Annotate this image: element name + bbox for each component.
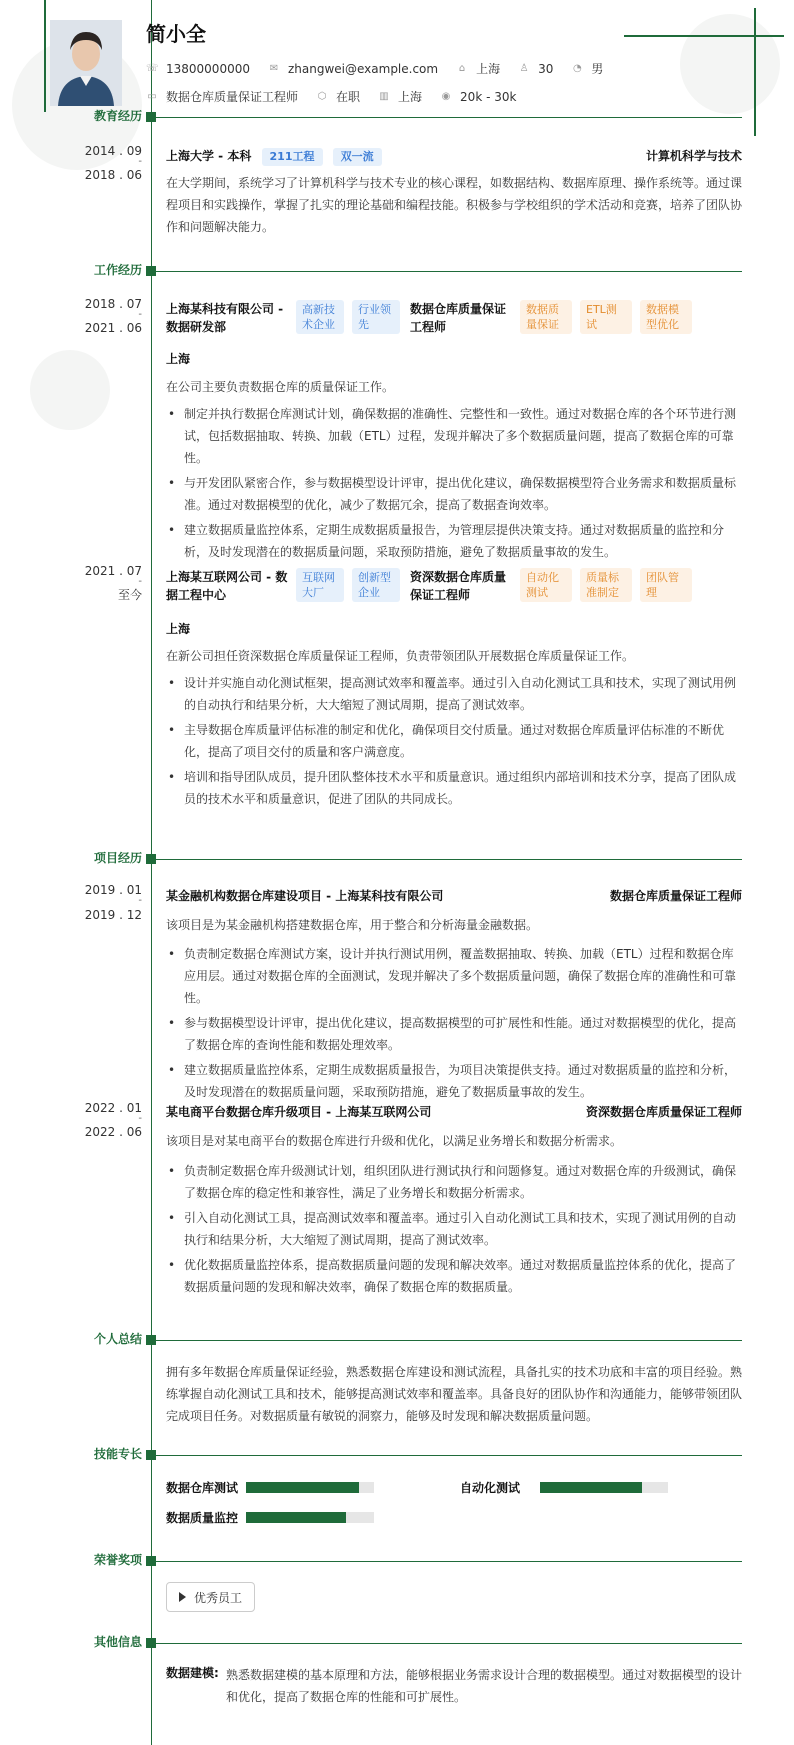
list-item: • 与开发团队紧密合作，参与数据模型设计评审，提出优化建议，确保数据模型符合业务需求和数据质量标准。通过对数据模型的优化，减少了数据冗余，提高了数据查询效率。 [166, 472, 742, 516]
section-skills [0, 1446, 794, 1462]
date-end: 2018 . 06 [84, 168, 142, 182]
section-divider [156, 1455, 742, 1456]
summary-text: 拥有多年数据仓库质量保证经验，熟悉数据仓库建设和测试流程，具备扎实的技术功底和丰富的项目经验。熟练掌握自动化测试工具和技术，能够提高测试效率和覆盖率。具备良好的团队协作和沟通能力，能够带领团队完成项目任务。对数据质量有敏锐的洞察力，能够及时发现和解决数据质量问题。 [166, 1365, 743, 1423]
school-tag: 双一流 [333, 148, 382, 166]
contact-row [146, 60, 621, 77]
section-divider [156, 1561, 742, 1562]
project-title: 某金融机构数据仓库建设项目 - 上海某科技有限公司 [166, 889, 444, 903]
date-start: 2014 . 09 [84, 144, 142, 158]
age-icon: ♙ [519, 62, 529, 74]
role-tag: 数据模型优化 [640, 300, 692, 334]
date-end: 2022 . 06 [84, 1125, 142, 1139]
school-name: 上海大学 - 本科 [166, 149, 252, 163]
project-desc: 该项目是对某电商平台的数据仓库进行升级和优化，以满足业务增长和数据分析需求。 [166, 1134, 623, 1148]
role-tag: 团队管理 [640, 568, 692, 602]
education-title [166, 147, 382, 166]
list-item: • 引入自动化测试工具，提高测试效率和覆盖率。通过引入自动化测试工具和技术，实现了测试用例的自动执行和结果分析，大大缩短了测试周期，提高了测试效率。 [166, 1207, 742, 1251]
date-end: 2021 . 06 [84, 321, 142, 335]
company-tag: 高新技术企业 [296, 300, 344, 334]
play-icon [179, 1592, 186, 1602]
job-city: 上海 [166, 352, 191, 366]
section-projects [0, 850, 794, 866]
date-end: 至今 [117, 588, 142, 602]
company-name: 上海某互联网公司 - 数据工程中心 [166, 570, 288, 602]
date-dash: - [138, 1113, 142, 1124]
section-marker [146, 266, 156, 276]
project-title: 某电商平台数据仓库升级项目 - 上海某互联网公司 [166, 1105, 432, 1119]
section-title: 技能专长 [93, 1447, 142, 1461]
decor-line [624, 35, 784, 37]
list-item: • 建立数据质量监控体系，定期生成数据质量报告，为项目决策提供支持。通过对数据质量的监控和分析，及时发现潜在的数据质量问题，采取预防措施，避免了数据质量事故的发生。 [166, 1059, 742, 1103]
phone-icon: ☏ [146, 62, 159, 74]
job-city: 上海 [166, 622, 191, 636]
role-tag: 自动化测试 [520, 568, 572, 602]
project-role: 数据仓库质量保证工程师 [609, 889, 742, 903]
list-item: • 制定并执行数据仓库测试计划，确保数据的准确性、完整性和一致性。通过对数据仓库的各个环节进行测试，包括数据抽取、转换、加载（ETL）过程，发现并解决了多个数据质量问题，提高了数据仓库的可靠性。 [166, 403, 742, 469]
skill-bar [246, 1512, 374, 1523]
skill-fill [246, 1512, 346, 1523]
section-marker [146, 1638, 156, 1648]
decor-circle [680, 14, 780, 114]
skill-fill [246, 1482, 359, 1493]
date-start: 2019 . 01 [84, 883, 142, 897]
project-bullets [166, 1160, 742, 1301]
date-dash: - [138, 309, 142, 320]
award-item [166, 1582, 255, 1612]
list-item: • 优化数据质量监控体系，提高数据质量问题的发现和解决效率。通过对数据质量监控体系的优化，提高了数据质量问题的发现和解决效率，确保了数据仓库的数据质量。 [166, 1254, 742, 1298]
date-dash: - [138, 576, 142, 587]
project-role: 资深数据仓库质量保证工程师 [585, 1105, 742, 1119]
other-text: 熟悉数据建模的基本原理和方法，能够根据业务需求设计合理的数据模型。通过对数据模型的设计和优化，提高了数据仓库的性能和可扩展性。 [226, 1668, 743, 1704]
candidate-name: 简小全 [146, 22, 206, 46]
job-role: 数据仓库质量保证工程师 [410, 302, 507, 334]
other-label: 数据建模: [166, 1666, 219, 1680]
major-name: 计算机科学与技术 [645, 149, 742, 163]
location-text: 上海 [476, 62, 501, 76]
company-name: 上海某科技有限公司 - 数据研发部 [166, 302, 284, 334]
section-title: 荣誉奖项 [93, 1553, 142, 1567]
skill-item [166, 1479, 374, 1496]
date-start: 2021 . 07 [84, 564, 142, 578]
skill-item [460, 1479, 668, 1496]
company-tag: 互联网大厂 [296, 568, 344, 602]
section-other [0, 1634, 794, 1650]
job-bullets [166, 403, 742, 566]
section-divider [156, 1643, 742, 1644]
gender-text: 男 [591, 62, 604, 76]
status-icon: ⬡ [317, 90, 327, 102]
section-title: 个人总结 [93, 1332, 142, 1346]
section-marker [146, 1335, 156, 1345]
project-desc: 该项目是为某金融机构搭建数据仓库，用于整合和分析海量金融数据。 [166, 918, 539, 932]
skill-name: 数据仓库测试 [166, 1481, 239, 1495]
section-title: 工作经历 [93, 263, 142, 277]
target-city-text: 上海 [398, 90, 423, 104]
section-marker [146, 854, 156, 864]
decor-line [44, 0, 46, 112]
section-marker [146, 1556, 156, 1566]
role-tag: ETL测试 [580, 300, 632, 334]
status-text: 在职 [336, 90, 361, 104]
skill-name: 自动化测试 [460, 1481, 521, 1495]
date-start: 2018 . 07 [84, 297, 142, 311]
section-awards [0, 1552, 794, 1568]
job-role: 资深数据仓库质量保证工程师 [410, 570, 507, 602]
section-work [0, 262, 794, 278]
section-divider [156, 1340, 742, 1341]
section-title: 教育经历 [93, 109, 142, 123]
list-item: • 负责制定数据仓库升级测试计划，组织团队进行测试执行和问题修复。通过对数据仓库的升级测试，确保了数据仓库的稳定性和兼容性，满足了业务增长和数据分析需求。 [166, 1160, 742, 1204]
job-desc: 在公司主要负责数据仓库的质量保证工作。 [166, 380, 395, 394]
skill-name: 数据质量监控 [166, 1511, 239, 1525]
project-bullets [166, 943, 742, 1106]
building-icon: ▥ [379, 90, 389, 102]
list-item: • 主导数据仓库质量评估标准的制定和优化，确保项目交付质量。通过对数据仓库质量评估标准的不断优化，提高了项目交付的质量和客户满意度。 [166, 719, 742, 763]
list-item: • 参与数据模型设计评审，提出优化建议，提高数据模型的可扩展性和性能。通过对数据模型的优化，提高了数据仓库的查询性能和数据处理效率。 [166, 1012, 742, 1056]
company-tag: 创新型企业 [352, 568, 400, 602]
briefcase-icon: ▭ [147, 90, 157, 102]
skill-bar [540, 1482, 668, 1493]
section-divider [156, 859, 742, 860]
date-dash: - [138, 156, 142, 167]
job-desc: 在新公司担任资深数据仓库质量保证工程师，负责带领团队开展数据仓库质量保证工作。 [166, 649, 635, 663]
avatar [50, 20, 122, 106]
list-item: • 设计并实施自动化测试框架，提高测试效率和覆盖率。通过引入自动化测试工具和技术，实现了测试用例的自动执行和结果分析，大大缩短了测试周期，提高了测试效率。 [166, 672, 742, 716]
section-divider [156, 271, 742, 272]
job-bullets [166, 672, 742, 813]
section-marker [146, 112, 156, 122]
skill-item [166, 1509, 374, 1526]
gender-icon: ◔ [573, 62, 582, 74]
phone-text: 13800000000 [166, 61, 250, 76]
job-intent-row [146, 88, 534, 105]
list-item: • 建立数据质量监控体系，定期生成数据质量报告，为管理层提供决策支持。通过对数据质量的监控和分析，及时发现潜在的数据质量问题，采取预防措施，避免了数据质量事故的发生。 [166, 519, 742, 563]
mail-icon: ✉ [269, 62, 279, 74]
target-role-text: 数据仓库质量保证工程师 [166, 90, 299, 104]
award-label: 优秀员工 [194, 1590, 243, 1605]
decor-circle [30, 350, 110, 430]
section-title: 其他信息 [93, 1635, 142, 1649]
education-desc: 在大学期间，系统学习了计算机科学与技术专业的核心课程，如数据结构、数据库原理、操作系统等。通过课程项目和实践操作，掌握了扎实的理论基础和编程技能。积极参与学校组织的学术活动和竞赛，培养了团队协作和问题解决能力。 [166, 176, 743, 234]
job-header [166, 300, 742, 336]
section-divider [156, 117, 742, 118]
salary-icon: ◉ [441, 90, 451, 102]
school-tag: 211工程 [262, 148, 323, 166]
email-text: zhangwei@example.com [287, 61, 439, 76]
section-title: 项目经历 [93, 851, 142, 865]
skill-fill [540, 1482, 642, 1493]
job-header [166, 568, 742, 604]
section-summary [0, 1331, 794, 1347]
company-tag: 行业领先 [352, 300, 400, 334]
salary-text: 20k - 30k [460, 89, 517, 104]
date-start: 2022 . 01 [84, 1101, 142, 1115]
role-tag: 数据质量保证 [520, 300, 572, 334]
list-item: • 培训和指导团队成员，提升团队整体技术水平和质量意识。通过组织内部培训和技术分享，提高了团队成员的技术水平和质量意识，促进了团队的共同成长。 [166, 766, 742, 810]
skill-bar [246, 1482, 374, 1493]
date-dash: - [138, 895, 142, 906]
home-icon: ⌂ [458, 62, 466, 74]
section-marker [146, 1450, 156, 1460]
date-end: 2019 . 12 [84, 908, 142, 922]
list-item: • 负责制定数据仓库测试方案，设计并执行测试用例，覆盖数据抽取、转换、加载（ETL）过程和数据仓库应用层。通过对数据仓库的全面测试，发现并解决了多个数据质量问题，确保了数据仓库的准确性和可靠性。 [166, 943, 742, 1009]
role-tag: 质量标准制定 [580, 568, 632, 602]
age-text: 30 [538, 61, 554, 76]
section-education [0, 108, 794, 124]
